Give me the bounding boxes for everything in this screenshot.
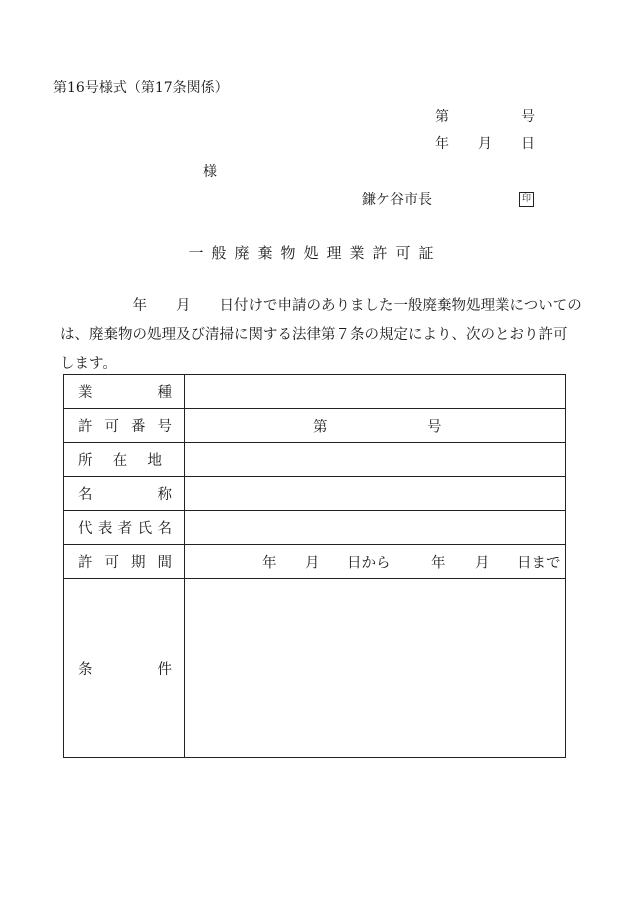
- seal-mark: 印: [519, 189, 534, 207]
- label-permit-number: [64, 409, 185, 443]
- value-permit-number[interactable]: [185, 409, 566, 443]
- label-char: 条: [78, 661, 93, 678]
- issuer-name: 鎌ケ谷市長: [362, 192, 432, 208]
- value-business-type[interactable]: [185, 375, 566, 409]
- label-name: [64, 477, 185, 511]
- value-address[interactable]: [185, 443, 566, 477]
- table-row: [64, 443, 566, 477]
- label-char: 件: [157, 661, 172, 678]
- addressee-honorific: 様: [203, 164, 217, 180]
- label-permit-period: [64, 545, 185, 579]
- table-row: [64, 545, 566, 579]
- table-row: [64, 409, 566, 443]
- period-from-month: 月: [305, 555, 320, 571]
- label-business-type: [64, 375, 185, 409]
- label-char: 番: [131, 419, 146, 435]
- label-char: 許: [78, 419, 93, 435]
- label-conditions: [64, 579, 185, 758]
- label-representative: [64, 511, 185, 545]
- label-char: 許: [78, 555, 93, 571]
- label-char: 可: [104, 555, 119, 571]
- label-char: 業: [78, 385, 93, 401]
- label-char: 称: [157, 487, 172, 503]
- label-char: 地: [147, 453, 162, 469]
- date-month: 月: [478, 136, 492, 152]
- label-char: 名: [157, 521, 172, 537]
- table-row: [64, 511, 566, 545]
- body-line-3: します。: [60, 356, 117, 372]
- period-from-year: 年: [262, 555, 277, 571]
- period-to-month: 月: [475, 555, 490, 571]
- document-title: 一般廃棄物処理業許可証: [188, 244, 442, 262]
- number-suffix: 号: [521, 109, 535, 125]
- date-year: 年: [435, 136, 449, 152]
- label-char: 者: [117, 521, 133, 537]
- number-prefix: 第: [435, 109, 449, 125]
- permit-number-prefix: 第: [313, 419, 328, 435]
- form-number: 第16号様式（第17条関係）: [53, 80, 229, 96]
- label-char: 間: [157, 555, 172, 571]
- period-from-day: 日から: [347, 555, 391, 571]
- value-conditions[interactable]: [185, 579, 566, 758]
- label-char: 号: [157, 419, 172, 435]
- label-char: 期: [131, 555, 146, 571]
- body-text: [60, 292, 580, 379]
- label-char: 種: [157, 385, 172, 401]
- permit-number-suffix: 号: [427, 419, 442, 435]
- label-char: 所: [78, 453, 93, 469]
- label-char: 表: [97, 521, 113, 537]
- period-to-day: 日まで: [517, 555, 561, 571]
- value-permit-period[interactable]: [185, 545, 566, 579]
- value-representative[interactable]: [185, 511, 566, 545]
- table-row: [64, 477, 566, 511]
- label-char: 代: [78, 521, 93, 537]
- date-day: 日: [521, 136, 535, 152]
- permit-table: [63, 374, 566, 758]
- label-char: 可: [104, 419, 119, 435]
- table-row: [64, 375, 566, 409]
- label-char: 名: [78, 487, 93, 503]
- label-char: 氏: [137, 521, 153, 537]
- body-line-2: は、廃棄物の処理及び清掃に関する法律第７条の規定により、次のとおり許可: [60, 327, 568, 343]
- value-name[interactable]: [185, 477, 566, 511]
- label-char: 在: [112, 453, 128, 469]
- table-row: [64, 579, 566, 758]
- label-address: [64, 443, 185, 477]
- period-to-year: 年: [431, 555, 446, 571]
- body-line-1: 年 月 日付けで申請のありました一般廃棄物処理業についての: [60, 298, 582, 314]
